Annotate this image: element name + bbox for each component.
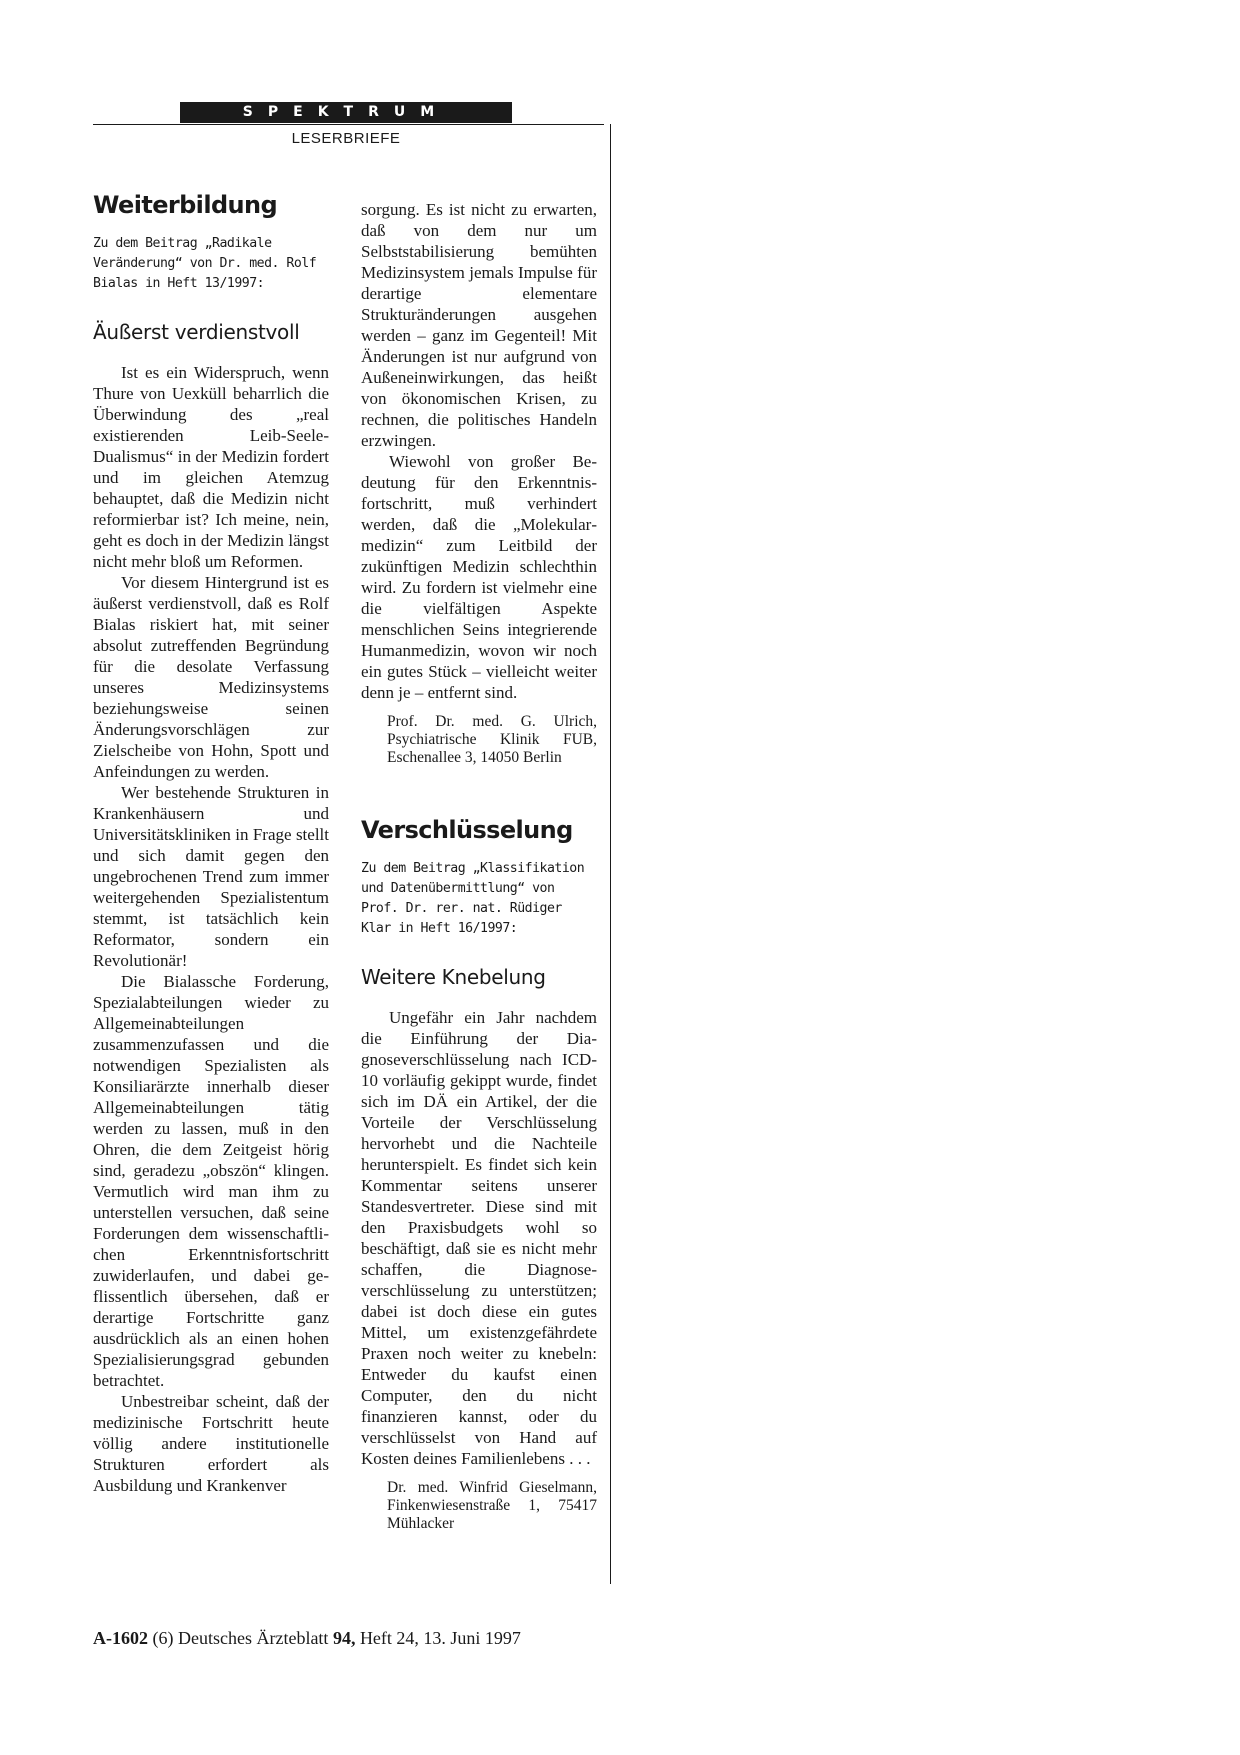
letter2-signature: Dr. med. Winfrid Gieselmann, Finkenwiesenstraße 1, 75417 Mühlacker [387, 1479, 597, 1532]
footer-issue: Heft 24, 13. Juni 1997 [359, 1628, 521, 1648]
letter2 [361, 815, 597, 1533]
paragraph: sorgung. Es ist nicht zu erwarten, daß von dem nur um Selbststabilisierung bemühten Medizinsystem jemals Impulse für derartige elementare Strukturänderungen ausgehen werden – ganz im Gegenteil! Mit Änderungen ist nur aufgrund von Außeneinwirkungen, das heißt von ökonomischen Krisen, zu rechnen, die politisches Handeln erzwingen. [361, 200, 597, 450]
page-footer [93, 1628, 521, 1649]
column-rule [610, 124, 611, 1584]
header-rule [93, 124, 604, 125]
letter2-subheading: Weitere Knebelung [361, 965, 546, 989]
column-right [361, 199, 597, 1533]
footer-volume: 94, [332, 1628, 356, 1648]
section-banner: SPEKTRUM [180, 102, 512, 123]
paragraph: Unbestreibar scheint, daß der medizinische Fortschritt heute völlig andere institutionelle Strukturen erfordert als Ausbildung und Krankenver [93, 1392, 329, 1495]
letter1-heading: Weiterbildung [93, 191, 278, 219]
paragraph: Vor diesem Hintergrund ist es äußerst verdienstvoll, daß es Rolf Bialas riskiert hat, mit seiner absolut zutreffenden Begründung für die desolate Verfassung unseres Medizinsystems beziehungsweise seinen Änderungsvorschlägen zur Zielscheibe von Hohn, Spott und Anfeindungen zu werden. [93, 573, 329, 781]
letter1-body [93, 362, 329, 1496]
letter2-heading: Verschlüsselung [361, 816, 573, 844]
column-left [93, 190, 329, 1496]
letter2-body [361, 1007, 597, 1469]
letter1-signature: Prof. Dr. med. G. Ulrich, Psychiatrische Klinik FUB, Eschenallee 3, 14050 Berlin [387, 713, 597, 766]
paragraph: Wiewohl von großer Bedeutung für den Erkenntnisfortschritt, muß verhindert werden, daß die „Molekularmedizin“ zum Leitbild der zukünftigen Medizin schlechthin wird. Zu fordern ist vielmehr eine die vielfältigen Aspekte menschlichen Seins integrierende Humanmedizin, wovon wir noch ein gutes Stück – vielleicht weiter denn je – entfernt sind. [361, 452, 597, 702]
letter1-subheading: Äußerst verdienstvoll [93, 320, 300, 344]
letter1-body-continued [361, 199, 597, 703]
section-label: LESERBRIEFE [291, 130, 401, 147]
paragraph: Die Bialassche Forderung, Spezialabteilungen wieder zu Allgemeinabteilungen zusammenzufassen und die notwendigen Spezialisten als Konsiliarärzte innerhalb dieser Allgemeinabteilungen tätig werden zu lassen, muß in den Ohren, die dem Zeitgeist hörig sind, geradezu „obszön“ klingen. Vermutlich wird man ihm zu unterstellen versuchen, daß seine Forderungen dem wissenschaftlichen Erkenntnisfortschritt zuwiderlaufen, und dabei geflissentlich übersehen, daß er derartige Fortschritte ganz ausdrücklich als an einen hohen Spezialisierungsgrad gebunden betrachtet. [93, 972, 329, 1390]
letter2-intro: Zu dem Beitrag „Klassifikation und Datenübermittlung“ von Prof. Dr. rer. nat. Rüdiger Klar in Heft 16/1997: [361, 861, 585, 936]
footer-publication: (6) Deutsches Ärzteblatt [152, 1628, 329, 1648]
paragraph: Ungefähr ein Jahr nachdem die Einführung der Diagnoseverschlüsselung nach ICD-10 vorläufig gekippt wurde, findet sich im DÄ ein Artikel, der die Vorteile der Verschlüsselung hervorhebt und die Nachteile herunterspielt. Es findet sich kein Kommentar seitens unserer Standesvertreter. Diese sind mit den Praxisbudgets wohl so beschäftigt, daß sie es nicht mehr schaffen, die Diagnoseverschlüsselung zu unterstützen; dabei ist doch diese ein gutes Mittel, um existenzgefährdete Praxen noch weiter zu knebeln: Entweder du kaufst einen Computer, den du nicht finanzieren kannst, oder du verschlüsselst von Hand auf Kosten deines Familienlebens . . . [361, 1008, 597, 1468]
page-number: A-1602 [93, 1628, 148, 1648]
paragraph: Ist es ein Widerspruch, wenn Thure von Uexküll beharrlich die Überwindung des „real existierenden Leib-Seele-Dualismus“ in der Medizin fordert und im gleichen Atemzug behauptet, daß die Medizin nicht reformierbar ist? Ich meine, nein, geht es doch in der Medizin längst nicht mehr bloß um Reformen. [93, 363, 329, 571]
paragraph: Wer bestehende Strukturen in Krankenhäusern und Universitätskliniken in Frage stellt und sich damit gegen den ungebrochenen Trend zum immer weitergehenden Spezialistentum stemmt, ist tatsächlich kein Reformator, sondern ein Revolutionär! [93, 783, 329, 970]
letter1-intro: Zu dem Beitrag „Radikale Veränderung“ von Dr. med. Rolf Bialas in Heft 13/1997: [93, 236, 317, 291]
